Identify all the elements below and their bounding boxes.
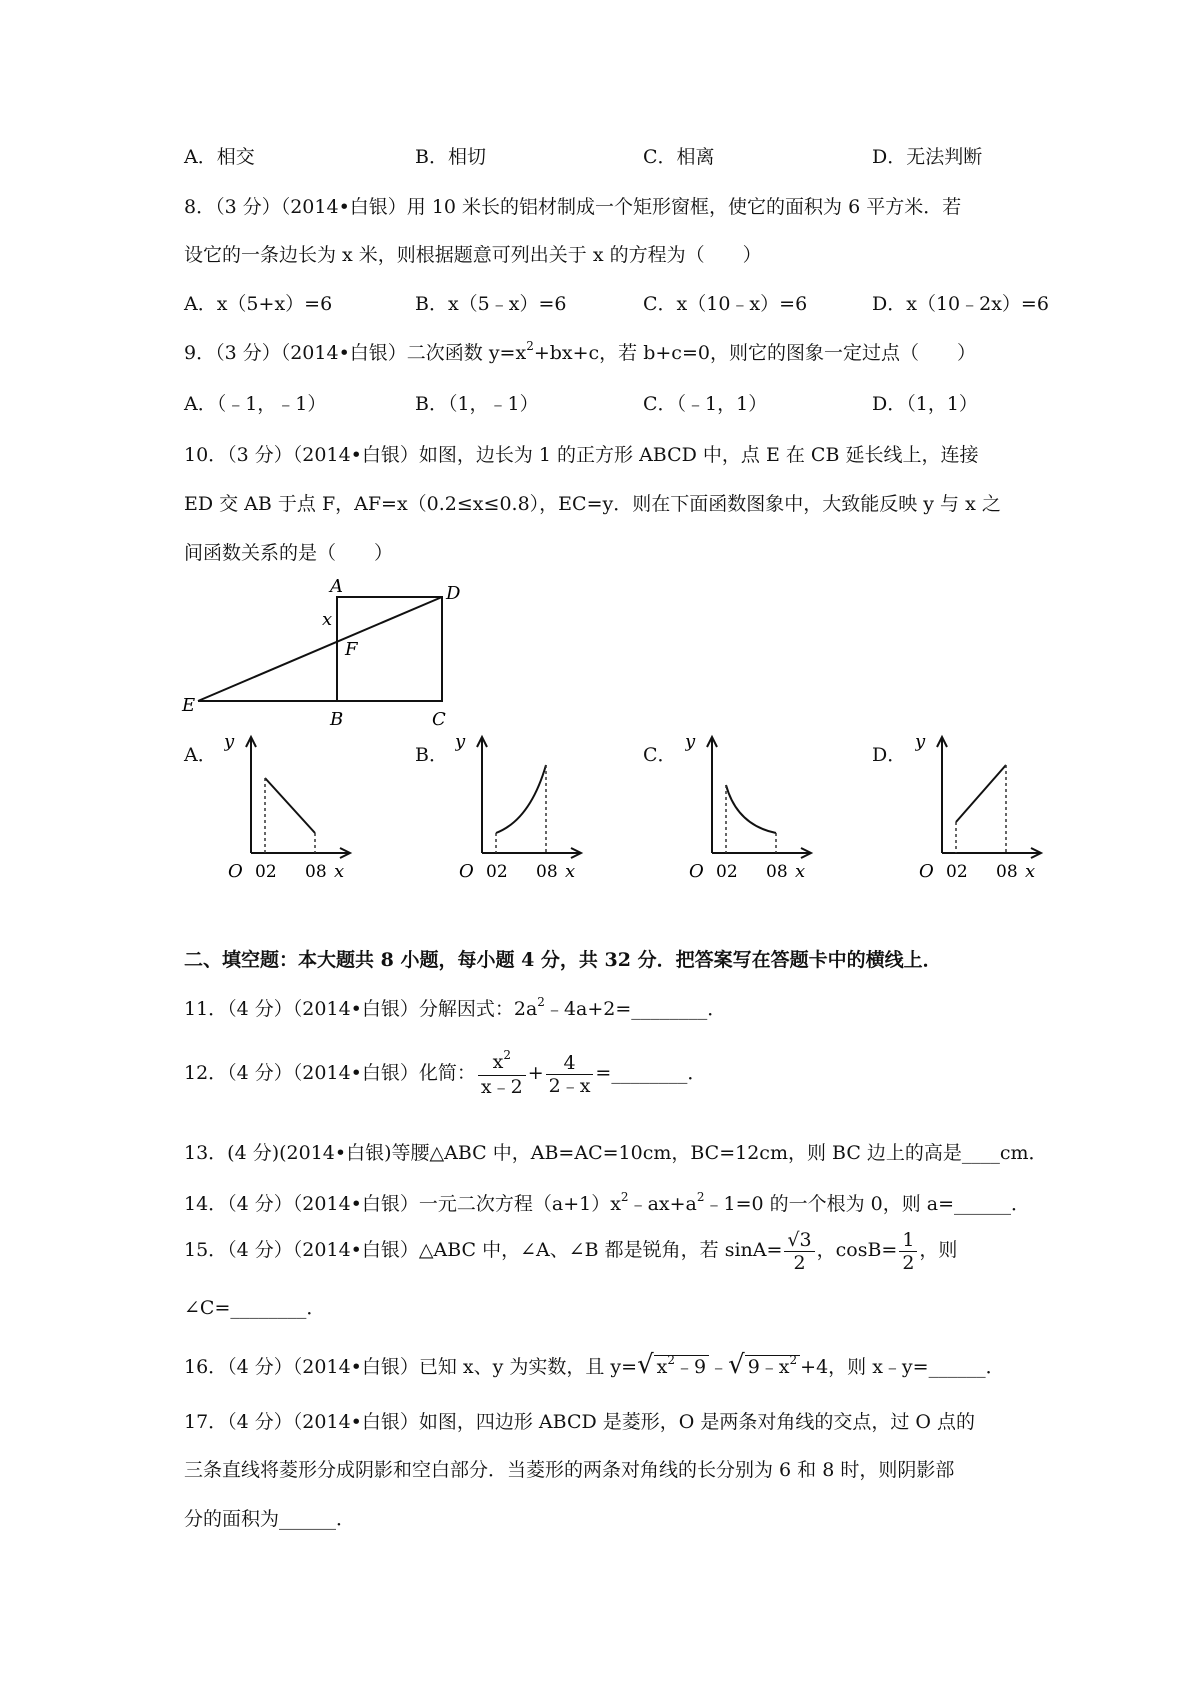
q10-graph-a (224, 725, 354, 885)
graph-c-curve (726, 785, 776, 833)
q10-graph-b (455, 725, 585, 885)
q10-line3: 间函数关系的是（ ） (184, 542, 394, 564)
q15-sin-fraction (784, 1229, 814, 1274)
q8-option-a: A．x（5+x）=6 (184, 293, 333, 315)
q15-post: ，则 (919, 1239, 958, 1261)
q15-sin-num: √3 (784, 1229, 814, 1252)
graph-b-x08: 08 (536, 862, 558, 882)
graph-d-y-label: y (915, 731, 926, 752)
q12-fraction-2 (546, 1052, 594, 1097)
graph-c-x-label: x (795, 861, 806, 882)
q16-r2: 9﹣x (747, 1356, 790, 1378)
graph-d-x08: 08 (996, 862, 1018, 882)
q16-r1: x (656, 1356, 668, 1378)
q15-cos-num: 1 (899, 1229, 917, 1252)
q10-graph-d (915, 725, 1045, 885)
q12-post: =________． (595, 1062, 707, 1084)
q14-post: ﹣1=0 的一个根为 0，则 a=______． (704, 1193, 1031, 1215)
q7-option-a: A．相交 (184, 146, 255, 168)
graph-a-x-label: x (334, 861, 345, 882)
graph-d-curve (956, 765, 1006, 822)
graph-b-x02: 02 (486, 862, 508, 882)
q9-option-c: C．（﹣1，1） (643, 393, 768, 415)
q8-option-d: D．x（10﹣2x）=6 (872, 293, 1049, 315)
q15-pre: 15．（4 分）（2014•白银）△ABC 中，∠A、∠B 都是锐角，若 sinA= (184, 1239, 783, 1261)
graph-d-o-label: O (919, 861, 934, 882)
q12 (184, 1048, 706, 1098)
q16-post: +4，则 x﹣y=______． (800, 1356, 1005, 1378)
graph-c-o-label: O (689, 861, 704, 882)
graph-d-x02: 02 (946, 862, 968, 882)
q12-fraction-1 (478, 1047, 526, 1098)
q16 (184, 1350, 1005, 1380)
q9-option-d: D．（1，1） (872, 393, 978, 415)
q15-cos-fraction (899, 1229, 917, 1274)
graph-b-curve (496, 765, 546, 833)
graph-d-x-label: x (1025, 861, 1036, 882)
q16-pre: 16．（4 分）（2014•白银）已知 x、y 为实数，且 y= (184, 1356, 638, 1378)
graph-c-y-label: y (685, 731, 696, 752)
q10-option-c-letter: C． (643, 744, 677, 766)
label-f: F (345, 639, 358, 660)
q16-minus: ﹣ (709, 1356, 729, 1378)
q7-option-c: C．相离 (643, 146, 715, 168)
graph-a-x08: 08 (305, 862, 327, 882)
q12-f1-exp: 2 (503, 1047, 511, 1062)
q10-line1: 10．（3 分）（2014•白银）如图，边长为 1 的正方形 ABCD 中，点 E 在 CB 延长线上，连接 (184, 444, 979, 466)
label-a: A (330, 576, 343, 597)
graph-a-o-label: O (228, 861, 243, 882)
graph-a-y-label: y (224, 731, 235, 752)
q12-pre: 12．（4 分）（2014•白银）化简： (184, 1062, 476, 1084)
graph-b-y-label: y (455, 731, 466, 752)
q10-option-b-letter: B． (415, 744, 448, 766)
label-b: B (330, 709, 344, 730)
graph-a-x02: 02 (255, 862, 277, 882)
q10-line2: ED 交 AB 于点 F，AF=x（0.2≤x≤0.8），EC=y．则在下面函数图象中，大致能反映 y 与 x 之 (184, 493, 1001, 515)
q10-option-a-letter: A． (184, 744, 217, 766)
q16-r1-exp: 2 (667, 1353, 676, 1367)
graph-b-x-label: x (565, 861, 576, 882)
q11-post: ﹣4a+2=________． (544, 998, 727, 1020)
q12-f1-den: x﹣2 (480, 1075, 523, 1098)
q11 (184, 997, 726, 1023)
q9-exp: 2 (526, 339, 534, 353)
graph-a-curve (265, 778, 315, 833)
q15-sin-den: 2 (793, 1251, 806, 1274)
q8-option-b: B．x（5﹣x）=6 (415, 293, 567, 315)
graph-b-o-label: O (459, 861, 474, 882)
q12-f1-num: x (492, 1050, 504, 1073)
q8-line2: 设它的一条边长为 x 米，则根据题意可列出关于 x 的方程为（ ） (184, 244, 762, 266)
q8-option-c: C．x（10﹣x）=6 (643, 293, 808, 315)
q16-r2-exp: 2 (789, 1353, 798, 1367)
q16-sqrt-2 (745, 1355, 800, 1380)
section-2-heading: 二、填空题：本大题共 8 小题，每小题 4 分，共 32 分．把答案写在答题卡中的横线上． (184, 949, 942, 971)
q10-square-figure (180, 575, 460, 735)
q9-option-a: A．（﹣1，﹣1） (184, 393, 327, 415)
q8-line1: 8．（3 分）（2014•白银）用 10 米长的铝材制成一个矩形窗框，使它的面积为 6 平方米．若 (184, 196, 962, 218)
q17-line3: 分的面积为______． (184, 1508, 356, 1530)
q12-plus: + (527, 1062, 544, 1084)
q16-r1-tail: ﹣9 (675, 1356, 707, 1378)
q11-pre: 11．（4 分）（2014•白银）分解因式：2a (184, 998, 538, 1020)
q14-pre: 14．（4 分）（2014•白银）一元二次方程（a+1）x (184, 1193, 621, 1215)
q14-exp2: 2 (696, 1190, 705, 1204)
graph-c-x08: 08 (766, 862, 788, 882)
q14-mid: ﹣ax+a (628, 1193, 697, 1215)
label-c: C (432, 709, 446, 730)
q10-option-d-letter: D． (872, 744, 907, 766)
q10-graph-c (685, 725, 815, 885)
q9-pre: 9．（3 分）（2014•白银）二次函数 y=x (184, 342, 527, 364)
q13: 13．(4 分)(2014•白银)等腰△ABC 中，AB=AC=10cm，BC=12cm，则 BC 边上的高是____cm． (184, 1142, 1048, 1164)
q12-f2-den: 2﹣x (548, 1074, 591, 1097)
label-x: x (322, 609, 333, 630)
q11-exp: 2 (537, 995, 545, 1009)
q16-radical-2: √ (728, 1350, 745, 1380)
q7-option-d: D．无法判断 (872, 146, 983, 168)
line-ed (198, 597, 442, 701)
q15 (184, 1225, 957, 1275)
q16-sqrt-1 (654, 1355, 709, 1380)
q15-line2: ∠C=________． (184, 1297, 326, 1319)
q15-mid: ，cosB= (816, 1239, 898, 1261)
q17-line2: 三条直线将菱形分成阴影和空白部分．当菱形的两条对角线的长分别为 6 和 8 时，则阴影部 (184, 1459, 955, 1481)
graph-c-x02: 02 (716, 862, 738, 882)
q9-stem (184, 341, 976, 367)
q17-line1: 17．（4 分）（2014•白银）如图，四边形 ABCD 是菱形，O 是两条对角线的交点，过 O 点的 (184, 1411, 976, 1433)
label-d: D (446, 583, 460, 604)
q12-f2-num: 4 (546, 1052, 594, 1075)
q14 (184, 1192, 1030, 1218)
q7-option-b: B．相切 (415, 146, 486, 168)
q9-option-b: B．（1，﹣1） (415, 393, 539, 415)
q15-cos-den: 2 (902, 1251, 915, 1274)
q14-exp1: 2 (620, 1190, 629, 1204)
q9-post: +bx+c，若 b+c=0，则它的图象一定过点（ ） (533, 342, 976, 364)
q16-radical-1: √ (637, 1350, 654, 1380)
label-e: E (182, 695, 196, 716)
